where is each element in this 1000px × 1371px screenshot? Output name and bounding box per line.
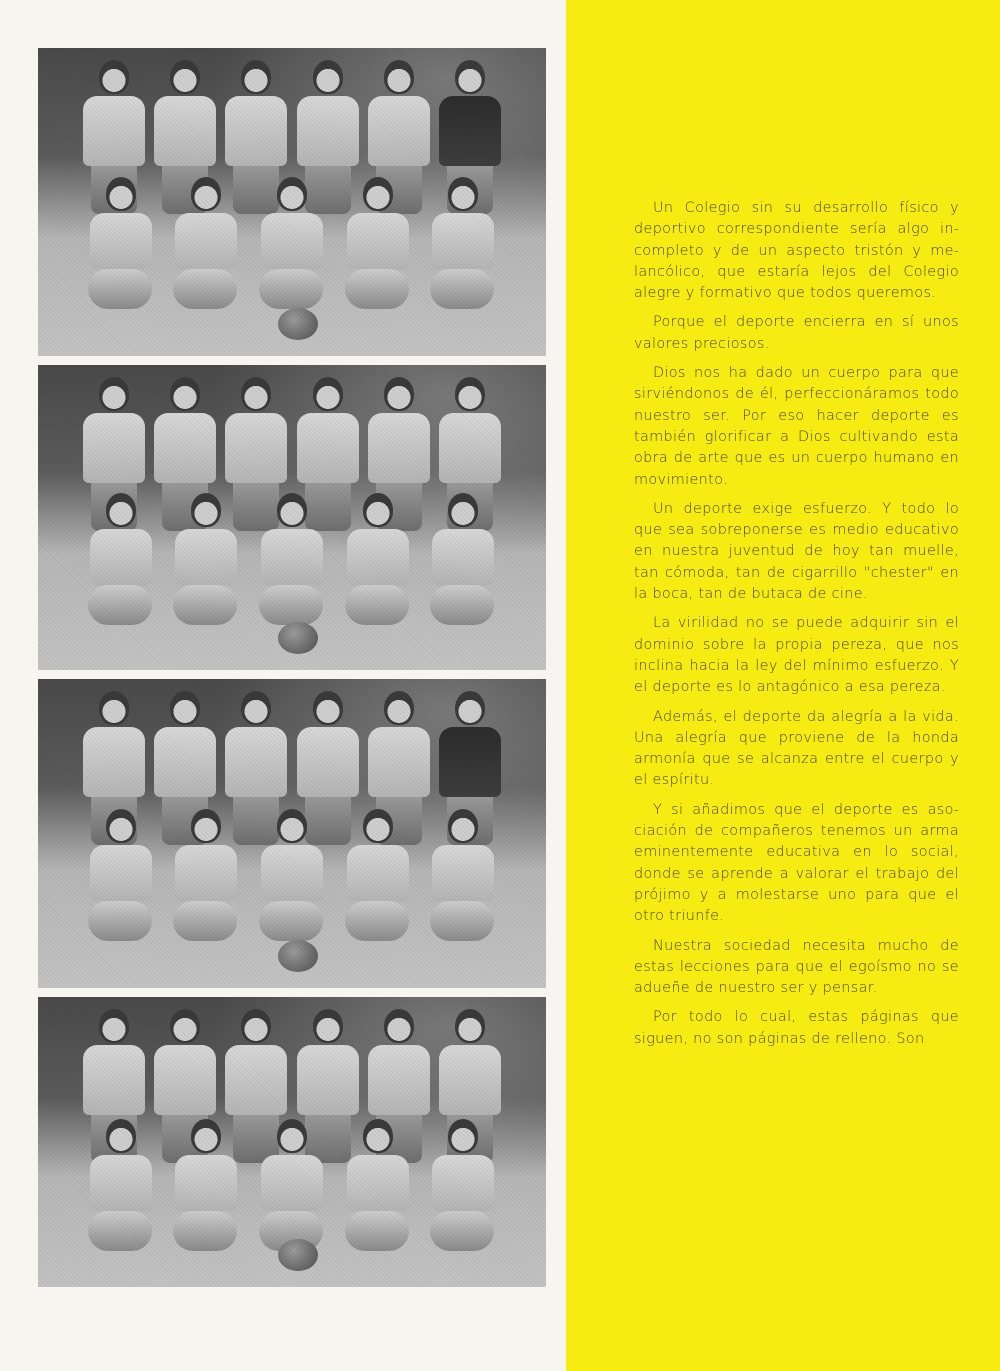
team-member xyxy=(175,177,237,309)
paragraph-8: Nuestra sociedad necesita mucho de estas lecciones para que el egoísmo no se adueñe de nuestro ser y pensar. xyxy=(634,937,959,997)
football xyxy=(278,622,318,654)
team-member xyxy=(90,1119,152,1251)
team-member xyxy=(261,1119,323,1251)
paragraph-1: Un Colegio sin su desarrollo físico y deportivo correspondiente sería algo incompleto y de un aspecto tristón y melancólico, que estaría lejos del Colegio alegre y formativo que todos queremos. xyxy=(634,200,959,302)
team-member xyxy=(175,809,237,941)
team-member xyxy=(90,493,152,625)
paragraph-6: Además, el deporte da alegría a la vida. Una alegría que proviene de la honda armonía que se alcanza entre el cuerpo y el espíritu. xyxy=(634,708,959,789)
team-photo-4 xyxy=(38,997,546,1287)
team-member xyxy=(432,177,494,309)
kneeling-row xyxy=(38,177,546,309)
football xyxy=(278,308,318,340)
paragraph-7: Y si añadimos que el deporte es asociación de compañeros tenemos un arma eminentemente educativa en lo social, donde se aprende a valorar el trabajo del prójimo y a molestarse uno para que el otro triunfe. xyxy=(634,801,959,925)
paragraph-9: Por todo lo cual, estas páginas que siguen, no son páginas de relleno. Son xyxy=(634,1009,959,1047)
team-member xyxy=(175,493,237,625)
paragraph-4: Un deporte exige esfuerzo. Y todo lo que sea sobreponerse es medio educativo en nuestra juventud de hoy tan muelle, tan cómoda, tan de cigarrillo "chester" en la boca, tan de butaca de cine. xyxy=(634,500,959,603)
team-member xyxy=(432,809,494,941)
team-photo-2 xyxy=(38,365,546,670)
team-member xyxy=(347,493,409,625)
paragraph-2: Porque el deporte encierra en sí unos valores preciosos. xyxy=(634,314,959,352)
team-photo-1 xyxy=(38,48,546,356)
team-member xyxy=(432,493,494,625)
team-member xyxy=(90,809,152,941)
team-member xyxy=(432,1119,494,1251)
team-member xyxy=(90,177,152,309)
team-member xyxy=(347,177,409,309)
paragraph-3: Dios nos ha dado un cuerpo para que sirviéndonos de él, perfeccionáramos todo nuestro ser. Por eso hacer deporte es también glorificar a Dios cultivando esta obra de arte que es un cuerpo humano en movimiento. xyxy=(634,365,959,488)
article-body xyxy=(634,198,959,1058)
team-member xyxy=(261,493,323,625)
kneeling-row xyxy=(38,809,546,941)
team-member xyxy=(261,177,323,309)
team-photo-3 xyxy=(38,679,546,988)
team-member xyxy=(347,809,409,941)
football xyxy=(278,940,318,972)
team-member xyxy=(175,1119,237,1251)
paragraph-5: La virilidad no se puede adquirir sin el dominio sobre la propia pereza, que nos inclina hacia la ley del mínimo esfuerzo. Y el deporte es lo antagónico a esa pereza. xyxy=(634,615,959,696)
team-member xyxy=(261,809,323,941)
kneeling-row xyxy=(38,1119,546,1251)
football xyxy=(278,1239,318,1271)
kneeling-row xyxy=(38,493,546,625)
team-member xyxy=(347,1119,409,1251)
text-column xyxy=(566,0,1000,1371)
